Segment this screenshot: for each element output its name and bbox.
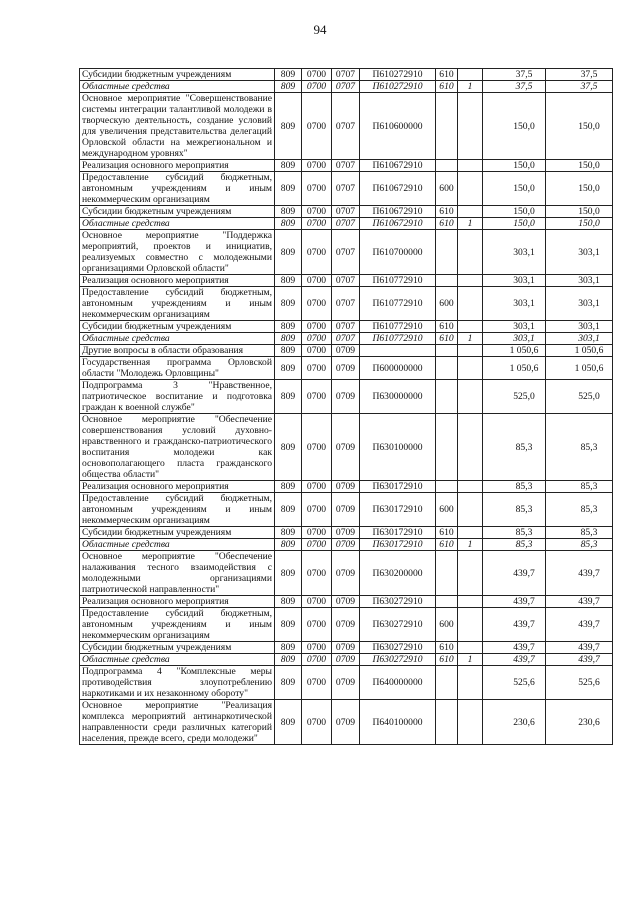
table-row xyxy=(80,380,613,414)
cell-podrazdel: 0707 xyxy=(332,160,360,172)
cell-podrazdel: 0709 xyxy=(332,357,360,380)
cell-sum-2: 1 050,6 xyxy=(546,345,613,357)
cell-name: Другие вопросы в области образования xyxy=(80,345,275,357)
cell-sum-1: 1 050,6 xyxy=(483,345,546,357)
cell-src xyxy=(458,608,483,642)
cell-razdel: 0700 xyxy=(302,81,332,93)
cell-razdel: 0700 xyxy=(302,206,332,218)
cell-src xyxy=(458,527,483,539)
cell-sum-2: 303,1 xyxy=(546,230,613,275)
cell-razdel: 0700 xyxy=(302,93,332,160)
table-row xyxy=(80,69,613,81)
cell-sum-1: 525,6 xyxy=(483,666,546,700)
cell-vr xyxy=(436,230,458,275)
cell-sum-1: 150,0 xyxy=(483,206,546,218)
cell-sum-1: 37,5 xyxy=(483,81,546,93)
cell-src xyxy=(458,230,483,275)
cell-podrazdel: 0707 xyxy=(332,69,360,81)
table-row xyxy=(80,551,613,596)
cell-name: Предоставление субсидий бюджетным, автономным учреждениям и иным некоммерческим организациям xyxy=(80,608,275,642)
cell-ved: 809 xyxy=(275,481,302,493)
cell-podrazdel: 0709 xyxy=(332,666,360,700)
cell-razdel: 0700 xyxy=(302,345,332,357)
cell-src: 1 xyxy=(458,81,483,93)
cell-podrazdel: 0709 xyxy=(332,539,360,551)
cell-vr xyxy=(436,700,458,745)
table-row xyxy=(80,160,613,172)
cell-sum-1: 439,7 xyxy=(483,596,546,608)
cell-razdel: 0700 xyxy=(302,333,332,345)
cell-csr: П610672910 xyxy=(360,218,436,230)
cell-podrazdel: 0709 xyxy=(332,414,360,481)
cell-csr: П630172910 xyxy=(360,527,436,539)
cell-name: Областные средства xyxy=(80,81,275,93)
cell-razdel: 0700 xyxy=(302,481,332,493)
cell-sum-2: 85,3 xyxy=(546,493,613,527)
cell-ved: 809 xyxy=(275,414,302,481)
cell-csr: П630272910 xyxy=(360,642,436,654)
cell-razdel: 0700 xyxy=(302,551,332,596)
cell-razdel: 0700 xyxy=(302,666,332,700)
cell-sum-1: 150,0 xyxy=(483,160,546,172)
cell-sum-1: 37,5 xyxy=(483,69,546,81)
cell-csr: П630172910 xyxy=(360,493,436,527)
cell-sum-1: 85,3 xyxy=(483,414,546,481)
table-row xyxy=(80,527,613,539)
cell-csr: П610772910 xyxy=(360,275,436,287)
table-row xyxy=(80,275,613,287)
cell-vr: 610 xyxy=(436,654,458,666)
table-row xyxy=(80,493,613,527)
cell-name: Областные средства xyxy=(80,539,275,551)
cell-csr: П640100000 xyxy=(360,700,436,745)
cell-src: 1 xyxy=(458,539,483,551)
cell-sum-2: 439,7 xyxy=(546,596,613,608)
cell-sum-1: 150,0 xyxy=(483,172,546,206)
cell-vr: 610 xyxy=(436,69,458,81)
table-row xyxy=(80,333,613,345)
cell-csr: П630272910 xyxy=(360,654,436,666)
cell-csr: П630000000 xyxy=(360,380,436,414)
cell-src xyxy=(458,481,483,493)
cell-vr: 610 xyxy=(436,218,458,230)
cell-ved: 809 xyxy=(275,321,302,333)
cell-podrazdel: 0709 xyxy=(332,596,360,608)
cell-podrazdel: 0707 xyxy=(332,230,360,275)
cell-podrazdel: 0709 xyxy=(332,527,360,539)
cell-sum-2: 150,0 xyxy=(546,160,613,172)
cell-podrazdel: 0707 xyxy=(332,321,360,333)
cell-razdel: 0700 xyxy=(302,642,332,654)
cell-sum-1: 230,6 xyxy=(483,700,546,745)
cell-vr: 610 xyxy=(436,321,458,333)
table-row xyxy=(80,93,613,160)
cell-vr: 610 xyxy=(436,642,458,654)
cell-razdel: 0700 xyxy=(302,321,332,333)
cell-razdel: 0700 xyxy=(302,527,332,539)
cell-name: Основное мероприятие "Совершенствование системы интеграции талантливой молодежи в творческую деятельность, создание условий для увеличения представительства делегаций Орловской области на межрегиональном и международном уровнях" xyxy=(80,93,275,160)
cell-sum-2: 85,3 xyxy=(546,414,613,481)
cell-src xyxy=(458,69,483,81)
table-row xyxy=(80,206,613,218)
cell-podrazdel: 0707 xyxy=(332,81,360,93)
cell-vr: 610 xyxy=(436,527,458,539)
cell-csr: П610772910 xyxy=(360,287,436,321)
cell-csr: П630272910 xyxy=(360,608,436,642)
cell-vr: 610 xyxy=(436,206,458,218)
cell-name: Подпрограмма 3 "Нравственное, патриотическое воспитание и подготовка граждан к военной службе" xyxy=(80,380,275,414)
cell-src xyxy=(458,321,483,333)
cell-csr: П610672910 xyxy=(360,160,436,172)
cell-razdel: 0700 xyxy=(302,357,332,380)
cell-sum-2: 303,1 xyxy=(546,287,613,321)
cell-ved: 809 xyxy=(275,608,302,642)
cell-src: 1 xyxy=(458,218,483,230)
cell-ved: 809 xyxy=(275,218,302,230)
table-row xyxy=(80,81,613,93)
table-row xyxy=(80,481,613,493)
cell-ved: 809 xyxy=(275,539,302,551)
cell-podrazdel: 0707 xyxy=(332,218,360,230)
cell-name: Областные средства xyxy=(80,218,275,230)
cell-ved: 809 xyxy=(275,93,302,160)
cell-podrazdel: 0709 xyxy=(332,551,360,596)
cell-sum-1: 303,1 xyxy=(483,230,546,275)
table-row xyxy=(80,700,613,745)
cell-vr xyxy=(436,275,458,287)
cell-csr: П630100000 xyxy=(360,414,436,481)
cell-sum-1: 303,1 xyxy=(483,287,546,321)
cell-src xyxy=(458,345,483,357)
table-row xyxy=(80,666,613,700)
table-row xyxy=(80,321,613,333)
cell-vr: 600 xyxy=(436,493,458,527)
cell-podrazdel: 0709 xyxy=(332,642,360,654)
cell-name: Субсидии бюджетным учреждениям xyxy=(80,527,275,539)
cell-csr: П630272910 xyxy=(360,596,436,608)
budget-table-body xyxy=(80,69,613,745)
table-row xyxy=(80,642,613,654)
cell-sum-1: 85,3 xyxy=(483,527,546,539)
cell-src: 1 xyxy=(458,333,483,345)
cell-sum-2: 439,7 xyxy=(546,654,613,666)
table-row xyxy=(80,218,613,230)
cell-sum-2: 230,6 xyxy=(546,700,613,745)
cell-ved: 809 xyxy=(275,172,302,206)
cell-name: Областные средства xyxy=(80,654,275,666)
cell-name: Подпрограмма 4 "Комплексные меры противодействия злоупотреблению наркотиками и их незаконному обороту" xyxy=(80,666,275,700)
cell-vr: 610 xyxy=(436,539,458,551)
cell-name: Предоставление субсидий бюджетным, автономным учреждениям и иным некоммерческим организациям xyxy=(80,287,275,321)
budget-table xyxy=(79,68,613,745)
cell-src xyxy=(458,93,483,160)
cell-vr xyxy=(436,414,458,481)
cell-podrazdel: 0709 xyxy=(332,700,360,745)
cell-ved: 809 xyxy=(275,642,302,654)
cell-vr xyxy=(436,596,458,608)
cell-ved: 809 xyxy=(275,287,302,321)
cell-podrazdel: 0707 xyxy=(332,93,360,160)
cell-csr: П610600000 xyxy=(360,93,436,160)
cell-sum-2: 439,7 xyxy=(546,608,613,642)
cell-ved: 809 xyxy=(275,380,302,414)
cell-razdel: 0700 xyxy=(302,287,332,321)
cell-razdel: 0700 xyxy=(302,160,332,172)
cell-sum-2: 37,5 xyxy=(546,81,613,93)
cell-ved: 809 xyxy=(275,700,302,745)
cell-razdel: 0700 xyxy=(302,493,332,527)
cell-name: Реализация основного мероприятия xyxy=(80,596,275,608)
cell-name: Предоставление субсидий бюджетным, автономным учреждениям и иным некоммерческим организациям xyxy=(80,172,275,206)
cell-vr xyxy=(436,380,458,414)
cell-vr: 600 xyxy=(436,608,458,642)
cell-vr xyxy=(436,160,458,172)
cell-name: Реализация основного мероприятия xyxy=(80,481,275,493)
cell-ved: 809 xyxy=(275,333,302,345)
cell-sum-2: 150,0 xyxy=(546,172,613,206)
cell-podrazdel: 0707 xyxy=(332,275,360,287)
cell-sum-2: 150,0 xyxy=(546,218,613,230)
cell-name: Реализация основного мероприятия xyxy=(80,160,275,172)
cell-sum-2: 303,1 xyxy=(546,275,613,287)
cell-podrazdel: 0709 xyxy=(332,380,360,414)
cell-name: Государственная программа Орловской области "Молодежь Орловщины" xyxy=(80,357,275,380)
cell-src xyxy=(458,493,483,527)
cell-src xyxy=(458,287,483,321)
cell-razdel: 0700 xyxy=(302,596,332,608)
cell-csr: П610272910 xyxy=(360,69,436,81)
cell-podrazdel: 0707 xyxy=(332,287,360,321)
cell-sum-1: 85,3 xyxy=(483,539,546,551)
cell-src xyxy=(458,551,483,596)
cell-name: Основное мероприятие "Поддержка мероприятий, проектов и инициатив, реализуемых совместно с молодежными организациями Орловской области" xyxy=(80,230,275,275)
cell-sum-1: 303,1 xyxy=(483,321,546,333)
cell-sum-1: 150,0 xyxy=(483,93,546,160)
cell-podrazdel: 0709 xyxy=(332,345,360,357)
cell-sum-1: 150,0 xyxy=(483,218,546,230)
table-row xyxy=(80,287,613,321)
cell-name: Основное мероприятие "Реализация комплекса мероприятий антинаркотической направленности среди различных категорий населения, прежде всего, среди молодежи" xyxy=(80,700,275,745)
cell-src xyxy=(458,357,483,380)
cell-csr: П600000000 xyxy=(360,357,436,380)
cell-sum-1: 525,0 xyxy=(483,380,546,414)
cell-sum-1: 439,7 xyxy=(483,608,546,642)
cell-csr: П630172910 xyxy=(360,539,436,551)
cell-ved: 809 xyxy=(275,345,302,357)
cell-ved: 809 xyxy=(275,551,302,596)
cell-podrazdel: 0709 xyxy=(332,481,360,493)
cell-name: Областные средства xyxy=(80,333,275,345)
cell-src xyxy=(458,206,483,218)
cell-name: Предоставление субсидий бюджетным, автономным учреждениям и иным некоммерческим организациям xyxy=(80,493,275,527)
cell-csr xyxy=(360,345,436,357)
cell-razdel: 0700 xyxy=(302,218,332,230)
table-row xyxy=(80,654,613,666)
cell-razdel: 0700 xyxy=(302,230,332,275)
cell-ved: 809 xyxy=(275,527,302,539)
cell-vr: 600 xyxy=(436,287,458,321)
cell-ved: 809 xyxy=(275,160,302,172)
cell-razdel: 0700 xyxy=(302,700,332,745)
cell-razdel: 0700 xyxy=(302,414,332,481)
cell-sum-2: 150,0 xyxy=(546,93,613,160)
table-row xyxy=(80,414,613,481)
page-number: 94 xyxy=(313,22,327,37)
cell-vr xyxy=(436,551,458,596)
cell-vr: 600 xyxy=(436,172,458,206)
cell-src xyxy=(458,275,483,287)
cell-sum-1: 303,1 xyxy=(483,333,546,345)
cell-vr: 610 xyxy=(436,81,458,93)
table-row xyxy=(80,172,613,206)
cell-sum-1: 439,7 xyxy=(483,654,546,666)
cell-csr: П630172910 xyxy=(360,481,436,493)
cell-razdel: 0700 xyxy=(302,654,332,666)
cell-ved: 809 xyxy=(275,230,302,275)
cell-src xyxy=(458,414,483,481)
cell-sum-2: 85,3 xyxy=(546,539,613,551)
cell-vr xyxy=(436,345,458,357)
cell-podrazdel: 0709 xyxy=(332,608,360,642)
cell-ved: 809 xyxy=(275,666,302,700)
cell-csr: П640000000 xyxy=(360,666,436,700)
cell-vr: 610 xyxy=(436,333,458,345)
cell-razdel: 0700 xyxy=(302,539,332,551)
cell-ved: 809 xyxy=(275,81,302,93)
table-row xyxy=(80,357,613,380)
cell-src xyxy=(458,642,483,654)
cell-ved: 809 xyxy=(275,357,302,380)
cell-sum-2: 85,3 xyxy=(546,481,613,493)
cell-vr xyxy=(436,357,458,380)
cell-vr xyxy=(436,93,458,160)
cell-csr: П610272910 xyxy=(360,81,436,93)
cell-sum-2: 303,1 xyxy=(546,321,613,333)
cell-name: Реализация основного мероприятия xyxy=(80,275,275,287)
cell-sum-1: 85,3 xyxy=(483,481,546,493)
table-row xyxy=(80,539,613,551)
cell-podrazdel: 0707 xyxy=(332,172,360,206)
cell-src xyxy=(458,160,483,172)
cell-sum-2: 1 050,6 xyxy=(546,357,613,380)
cell-sum-1: 1 050,6 xyxy=(483,357,546,380)
cell-razdel: 0700 xyxy=(302,608,332,642)
cell-csr: П610772910 xyxy=(360,321,436,333)
cell-ved: 809 xyxy=(275,654,302,666)
cell-csr: П610672910 xyxy=(360,206,436,218)
cell-sum-2: 525,6 xyxy=(546,666,613,700)
cell-src xyxy=(458,700,483,745)
cell-name: Основное мероприятие "Обеспечение совершенствования условий духовно-нравственного и гражданско-патриотического воспитания молодежи как основополагающего пласта гражданского общества области" xyxy=(80,414,275,481)
cell-src xyxy=(458,666,483,700)
cell-src: 1 xyxy=(458,654,483,666)
table-row xyxy=(80,230,613,275)
cell-sum-2: 85,3 xyxy=(546,527,613,539)
table-row xyxy=(80,345,613,357)
cell-sum-1: 439,7 xyxy=(483,551,546,596)
cell-csr: П610672910 xyxy=(360,172,436,206)
cell-name: Субсидии бюджетным учреждениям xyxy=(80,321,275,333)
cell-podrazdel: 0707 xyxy=(332,206,360,218)
cell-ved: 809 xyxy=(275,206,302,218)
cell-ved: 809 xyxy=(275,493,302,527)
cell-razdel: 0700 xyxy=(302,275,332,287)
cell-src xyxy=(458,596,483,608)
cell-sum-2: 439,7 xyxy=(546,551,613,596)
cell-sum-1: 85,3 xyxy=(483,493,546,527)
cell-ved: 809 xyxy=(275,596,302,608)
cell-vr xyxy=(436,666,458,700)
cell-razdel: 0700 xyxy=(302,172,332,206)
cell-sum-1: 439,7 xyxy=(483,642,546,654)
cell-ved: 809 xyxy=(275,275,302,287)
cell-sum-2: 37,5 xyxy=(546,69,613,81)
cell-sum-2: 150,0 xyxy=(546,206,613,218)
cell-podrazdel: 0709 xyxy=(332,654,360,666)
cell-src xyxy=(458,380,483,414)
cell-podrazdel: 0707 xyxy=(332,333,360,345)
cell-sum-2: 303,1 xyxy=(546,333,613,345)
cell-name: Субсидии бюджетным учреждениям xyxy=(80,206,275,218)
cell-sum-2: 525,0 xyxy=(546,380,613,414)
cell-src xyxy=(458,172,483,206)
cell-csr: П630200000 xyxy=(360,551,436,596)
cell-name: Субсидии бюджетным учреждениям xyxy=(80,642,275,654)
table-row xyxy=(80,608,613,642)
cell-csr: П610700000 xyxy=(360,230,436,275)
cell-razdel: 0700 xyxy=(302,69,332,81)
cell-ved: 809 xyxy=(275,69,302,81)
cell-sum-1: 303,1 xyxy=(483,275,546,287)
cell-csr: П610772910 xyxy=(360,333,436,345)
cell-sum-2: 439,7 xyxy=(546,642,613,654)
table-row xyxy=(80,596,613,608)
cell-podrazdel: 0709 xyxy=(332,493,360,527)
cell-vr xyxy=(436,481,458,493)
cell-razdel: 0700 xyxy=(302,380,332,414)
cell-name: Субсидии бюджетным учреждениям xyxy=(80,69,275,81)
cell-name: Основное мероприятие "Обеспечение налаживания тесного взаимодействия с молодежными организациями патриотической направленности" xyxy=(80,551,275,596)
